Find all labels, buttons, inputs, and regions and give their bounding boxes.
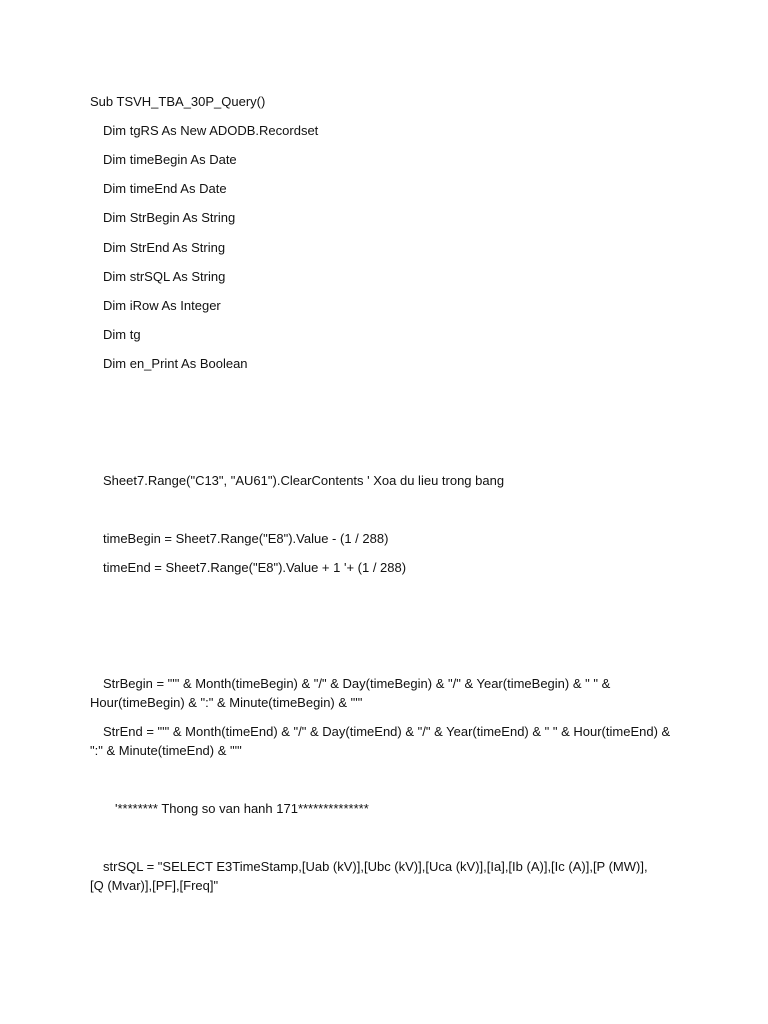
code-line-strend-assign: StrEnd = "'" & Month(timeEnd) & "/" & Day(timeEnd) & "/" & Year(timeEnd) & " " & Hour(timeEnd) & ":" & Minute(timeEnd) & "'"	[90, 724, 671, 758]
code-line-dim-tg: Dim tg	[103, 327, 141, 342]
code-line-dim-en-print: Dim en_Print As Boolean	[103, 356, 248, 371]
code-line-timeend-assign: timeEnd = Sheet7.Range("E8").Value + 1 '+ (1 / 288)	[103, 560, 407, 575]
code-comment-thong-so: '******** Thong so van hanh 171**************	[115, 801, 369, 816]
code-line-timebegin-assign: timeBegin = Sheet7.Range("E8").Value - (1 / 288)	[103, 531, 389, 546]
code-line-dim-strbegin: Dim StrBegin As String	[103, 210, 236, 225]
code-line-strbegin-assign: StrBegin = "'" & Month(timeBegin) & "/" & Day(timeBegin) & "/" & Year(timeBegin) & " " & Hour(timeBegin) & ":" & Minute(timeBegin) & "'"	[90, 676, 611, 710]
code-line-strsql-assign: strSQL = "SELECT E3TimeStamp,[Uab (kV)],[Ubc (kV)],[Uca (kV)],[Ia],[Ib (A)],[Ic (A)],[P (MW)],[Q (Mvar)],[PF],[Freq]"	[90, 859, 648, 893]
code-line-dim-timeend: Dim timeEnd As Date	[103, 181, 227, 196]
code-line-dim-strend: Dim StrEnd As String	[103, 240, 226, 255]
code-line-dim-irow: Dim iRow As Integer	[103, 298, 221, 313]
code-line-dim-timebegin: Dim timeBegin As Date	[103, 152, 237, 167]
code-line-sub-declaration: Sub TSVH_TBA_30P_Query()	[90, 94, 266, 109]
code-line-dim-strsql: Dim strSQL As String	[103, 269, 226, 284]
code-line-dim-tgrs: Dim tgRS As New ADODB.Recordset	[103, 123, 319, 138]
code-line-clear-contents: Sheet7.Range("C13", "AU61").ClearContents ' Xoa du lieu trong bang	[103, 473, 505, 488]
